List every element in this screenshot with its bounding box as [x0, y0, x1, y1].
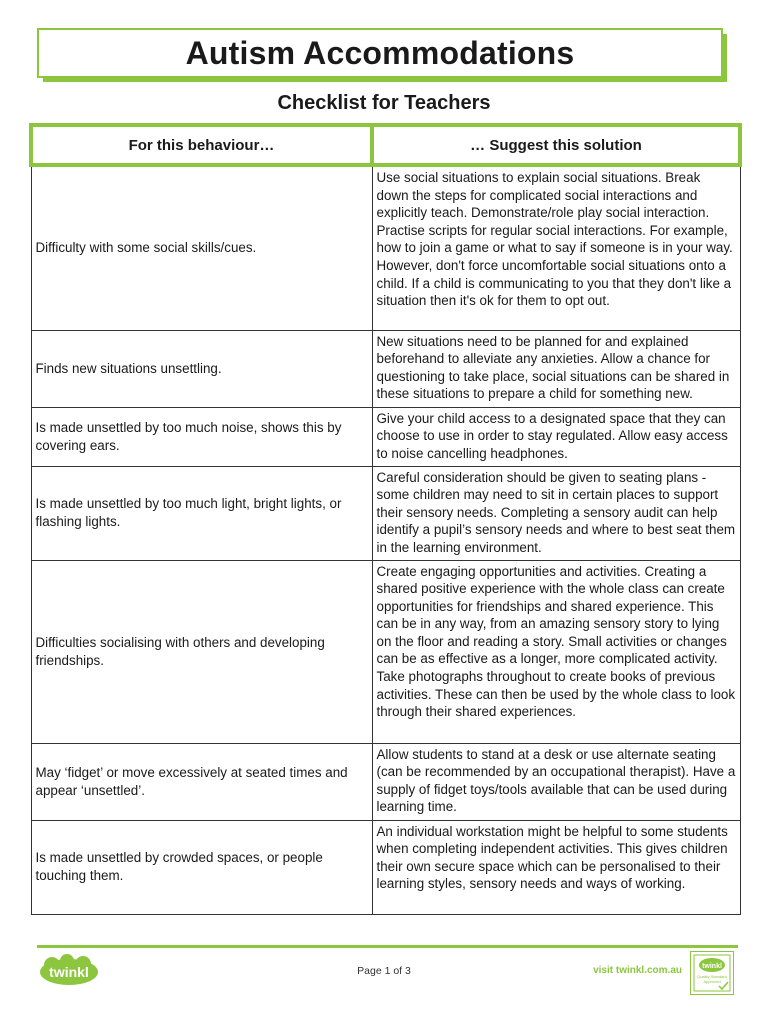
table-row [31, 560, 740, 743]
badge-subtext: Quality Standard Approved [697, 974, 727, 984]
solution-cell: Give your child access to a designated space that they can choose to use in order to stay regulated. Allow easy access to noise cancelling headphones. [372, 407, 740, 466]
solution-cell: Careful consideration should be given to seating plans - some children may need to sit in certain places to support their sensory needs. Completing a sensory audit can help identify a pupil’s sensory needs and where to best seat them in the learning environment. [372, 466, 740, 560]
solution-cell: An individual workstation might be helpful to some students when completing independent activities. This gives children their own secure space which can be personalised to their learning styles, sensory needs and ways of working. [372, 820, 740, 914]
solution-cell: Create engaging opportunities and activities. Creating a shared positive experience with the whole class can create opportunities for friendships and shared experience. This can be in any way, from an amazing sensory story to lying on the floor and reading a story. Small activities or changes can be as effective as a longer, more complicated activity. Take photographs throughout to create books of previous activities. These can then be used by the whole class to look through their shared experiences. [372, 560, 740, 743]
solution-cell: New situations need to be planned for and explained beforehand to alleviate any anxieties. Allow a chance for questioning to take place, social situations can be shared in these situations to prepare a child for something new. [372, 330, 740, 407]
title-banner [37, 28, 731, 86]
behaviour-cell: Difficulties socialising with others and developing friendships. [31, 560, 372, 743]
footer-divider [37, 945, 738, 948]
table-row [31, 820, 740, 914]
title-box [37, 28, 723, 78]
table-row [31, 407, 740, 466]
table-row [31, 165, 740, 330]
solution-cell: Allow students to stand at a desk or use alternate seating (can be recommended by an occupational therapist). Have a supply of fidget toys/tools available that can be used during learning time. [372, 743, 740, 820]
quality-badge-icon [690, 951, 734, 995]
column-header-behaviour: For this behaviour… [31, 125, 372, 165]
behaviour-cell: May ‘fidget’ or move excessively at seated times and appear ‘unsettled’. [31, 743, 372, 820]
behaviour-cell: Difficulty with some social skills/cues. [31, 165, 372, 330]
visit-link[interactable]: visit twinkl.com.au [593, 965, 682, 976]
solution-cell: Use social situations to explain social situations. Break down the steps for complicated social interactions and explicitly teach. Demonstrate/role play social interaction. Practise scripts for regular social interactions. For example, how to join a game or what to say if someone is in your way. However, don't force uncomfortable social situations onto a child. If a child is communicating to you that they don't like a situation then it's ok for them to opt out. [372, 165, 740, 330]
column-header-solution: … Suggest this solution [372, 125, 740, 165]
badge-text: twinkl [702, 963, 722, 970]
table-row [31, 743, 740, 820]
behaviour-cell: Is made unsettled by too much light, bright lights, or flashing lights. [31, 466, 372, 560]
table-row [31, 330, 740, 407]
checklist-table [29, 123, 742, 915]
page-subtitle: Checklist for Teachers [277, 92, 491, 114]
page-number: Page 1 of 3 [357, 965, 411, 977]
table-row [31, 466, 740, 560]
logo-text: twinkl [49, 964, 89, 980]
page-title: Autism Accommodations [185, 34, 575, 71]
behaviour-cell: Is made unsettled by crowded spaces, or people touching them. [31, 820, 372, 914]
behaviour-cell: Finds new situations unsettling. [31, 330, 372, 407]
table-header-row [31, 125, 740, 165]
behaviour-cell: Is made unsettled by too much noise, shows this by covering ears. [31, 407, 372, 466]
